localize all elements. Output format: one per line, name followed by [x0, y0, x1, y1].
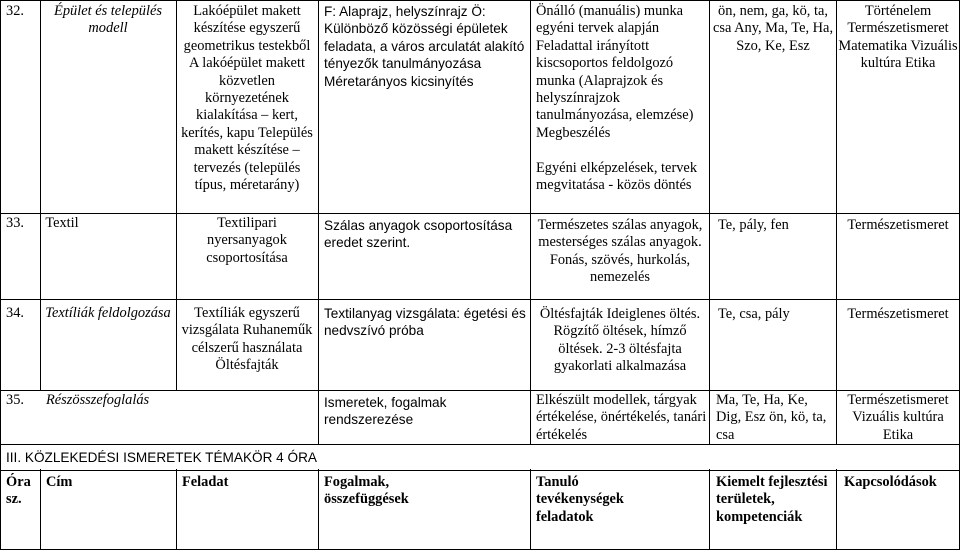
row-activity: Öltésfajták Ideiglenes öltés. Rögzítő öltések, hímző öltések. 2-3 öltésfajta gyakorlati alkalmazása: [539, 306, 701, 375]
row-skills: ön, nem, ga, kö, ta, csa Any, Ma, Te, Ha, Szo, Ke, Esz: [712, 3, 834, 54]
row-number: 33.: [6, 215, 24, 231]
column-divider: [0, 0, 1, 550]
row-concepts: Textilanyag vizsgálata: égetési és nedvszívó próba: [324, 306, 526, 339]
row-number: 32.: [6, 3, 24, 19]
column-divider: [709, 469, 710, 550]
row-skills: Ma, Te, Ha, Ke, Dig, Esz ön, kö, ta, csa: [716, 392, 827, 443]
row-activity: Elkészült modellek, tárgyak értékelése, önértékelés, tanári értékelés: [536, 392, 707, 443]
header-concepts: Fogalmak, összefüggések: [324, 474, 409, 508]
column-divider: [176, 0, 177, 390]
column-divider: [318, 0, 319, 444]
row-title: Épület és település modell: [54, 3, 162, 37]
row-skills: Te, pály, fen: [718, 217, 789, 233]
header-hour: Óra sz.: [6, 474, 31, 508]
column-divider: [40, 0, 41, 390]
row-task: Textíliák egyszerű vizsgálata Ruhaneműk célszerű használata Öltésfajták: [181, 305, 313, 374]
row-divider: [0, 213, 960, 214]
row-number: 35.: [6, 392, 24, 408]
row-activity: Önálló (manuális) munka egyéni tervek alapján Feladattal irányított kiscsoportos feldolgozó munka (Alaprajzok és helyszínrajzok tanulmányozása, elemzése) Megbeszélés Egyéni elképzelések, tervek megvitatása - közös döntés: [536, 3, 698, 194]
row-links: Természetismeret Vizuális kultúra Etika: [847, 392, 949, 443]
header-links: Kapcsolódások: [844, 474, 937, 490]
row-task: Lakóépület makett készítése egyszerű geometrikus testekből A lakóépület makett közvetlen környezetének kialakítása – kert, kerítés, kapu Település makett készítése – tervezés (település típus, méretarány): [181, 3, 313, 194]
row-task: Textilipari nyersanyagok csoportosítása: [206, 215, 288, 266]
row-number: 34.: [6, 305, 24, 321]
header-activity: Tanuló tevékenységek feladatok: [536, 474, 624, 525]
header-skills: Kiemelt fejlesztési területek, kompetenciák: [716, 474, 828, 525]
column-divider: [709, 0, 710, 444]
row-concepts: Szálas anyagok csoportosítása eredet szerint.: [324, 218, 513, 251]
row-concepts: Ismeretek, fogalmak rendszerezése: [324, 395, 447, 428]
column-divider: [176, 469, 177, 550]
row-activity: Természetes szálas anyagok, mesterséges szálas anyagok. Fonás, szövés, hurkolás, nemezelés: [537, 217, 703, 286]
row-links: Természetismeret: [847, 306, 949, 322]
row-links: Természetismeret: [847, 217, 949, 233]
column-divider: [40, 469, 41, 550]
section-title: III. KÖZLEKEDÉSI ISMERETEK TÉMAKÖR 4 ÓRA: [6, 450, 317, 465]
row-skills: Te, csa, pály: [718, 306, 790, 322]
row-title: Textil: [45, 215, 79, 231]
column-divider: [530, 469, 531, 550]
header-title: Cím: [46, 474, 73, 490]
table-border-top: [0, 0, 960, 1]
row-divider: [0, 390, 960, 391]
row-divider: [0, 299, 960, 300]
header-task: Feladat: [182, 474, 229, 490]
column-divider: [530, 0, 531, 444]
row-title: Textíliák feldolgozása: [45, 305, 171, 321]
column-divider: [836, 469, 837, 550]
row-title: Részösszefoglalás: [46, 392, 150, 408]
row-concepts: F: Alaprajz, helyszínrajz Ö: Különböző közösségi épületek feladata, a város arculatát alakító tényezők tanulmányozása Méretarányos kicsinyítés: [324, 4, 525, 89]
row-links: Történelem Természetismeret Matematika Vizuális kultúra Etika: [838, 3, 958, 72]
column-divider: [318, 469, 319, 550]
column-divider: [836, 0, 837, 444]
